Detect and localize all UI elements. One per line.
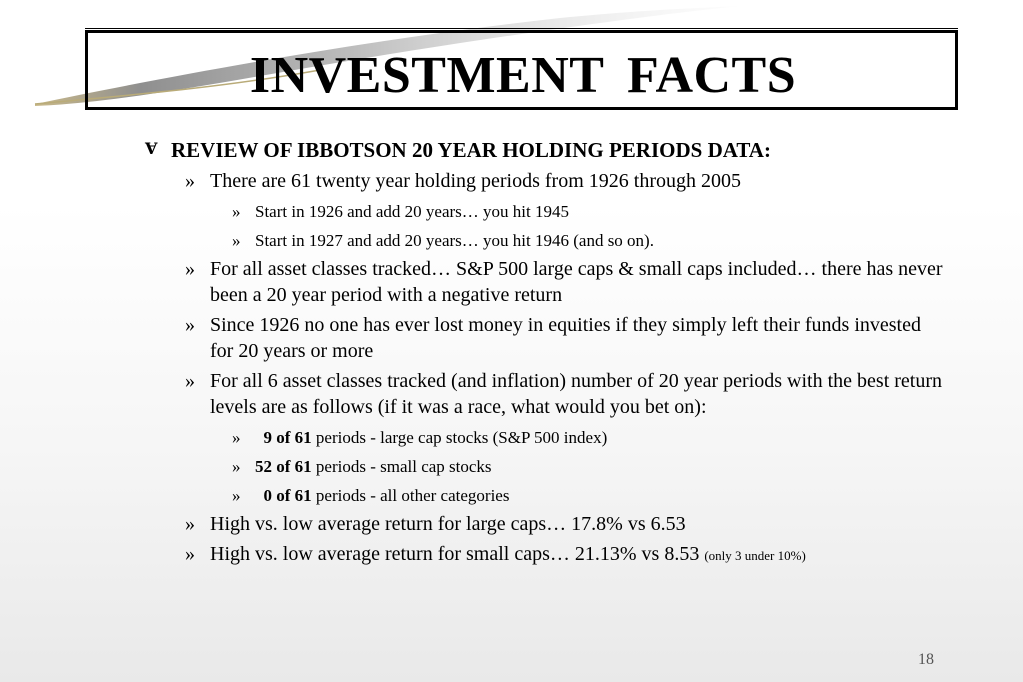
chevron-bullet-icon: » xyxy=(185,314,195,336)
list-item xyxy=(145,256,945,308)
sub-list-item xyxy=(145,485,945,507)
slide-body xyxy=(145,136,945,569)
list-item xyxy=(145,168,945,194)
chevron-bullet-icon: » xyxy=(232,486,241,505)
item-text: High vs. low average return for large caps… 17.8% vs 6.53 xyxy=(210,513,686,535)
sub-item-text xyxy=(255,456,492,478)
sub-list-item xyxy=(145,427,945,449)
sub-item-text xyxy=(255,485,509,507)
chevron-bullet-icon: » xyxy=(185,258,195,280)
item-text: For all asset classes tracked… S&P 500 large caps & small caps included… there has never been a 20 year period with a negative return xyxy=(210,258,943,306)
chevron-bullet-icon: » xyxy=(185,513,195,535)
item-text: Since 1926 no one has ever lost money in equities if they simply left their funds invested for 20 years or more xyxy=(210,314,921,362)
list-item xyxy=(145,312,945,364)
chevron-bullet-icon: » xyxy=(232,428,241,447)
stat-description: periods - all other categories xyxy=(315,486,510,505)
main-heading xyxy=(145,136,945,164)
item-footnote: (only 3 under 10%) xyxy=(704,548,806,563)
list-item xyxy=(145,541,945,569)
caret-bullet-icon: Ɐ xyxy=(145,141,158,158)
sub-item-text: Start in 1926 and add 20 years… you hit 1945 xyxy=(255,202,569,221)
item-text xyxy=(210,541,945,569)
slide-title: INVESTMENT FACTS xyxy=(249,47,797,104)
sub-item-text xyxy=(255,427,607,449)
stat-count: 0 of 61 xyxy=(263,486,312,505)
sub-list-item xyxy=(145,230,945,252)
heading-text: REVIEW OF IBBOTSON 20 YEAR HOLDING PERIODS DATA: xyxy=(171,138,771,162)
item-text: For all 6 asset classes tracked (and inflation) number of 20 year periods with the best return levels are as follows (if it was a race, what would you bet on): xyxy=(210,370,943,418)
stat-description: periods - small cap stocks xyxy=(315,457,492,476)
page-number: 18 xyxy=(918,651,934,668)
stat-count: 52 of 61 xyxy=(255,457,312,476)
item-main-text: High vs. low average return for small caps… 21.13% vs 8.53 xyxy=(210,543,700,565)
stat-count: 9 of 61 xyxy=(263,428,312,447)
sub-list-item xyxy=(145,201,945,223)
stat-description: periods - large cap stocks (S&P 500 index) xyxy=(315,428,608,447)
chevron-bullet-icon: » xyxy=(232,231,241,250)
sub-list-item xyxy=(145,456,945,478)
list-item xyxy=(145,511,945,537)
item-text: There are 61 twenty year holding periods from 1926 through 2005 xyxy=(210,170,741,192)
list-item xyxy=(145,368,945,420)
sub-item-text: Start in 1927 and add 20 years… you hit 1946 (and so on). xyxy=(255,231,654,250)
chevron-bullet-icon: » xyxy=(232,457,241,476)
chevron-bullet-icon: » xyxy=(185,170,195,192)
chevron-bullet-icon: » xyxy=(232,202,241,221)
chevron-bullet-icon: » xyxy=(185,543,195,565)
chevron-bullet-icon: » xyxy=(185,370,195,392)
